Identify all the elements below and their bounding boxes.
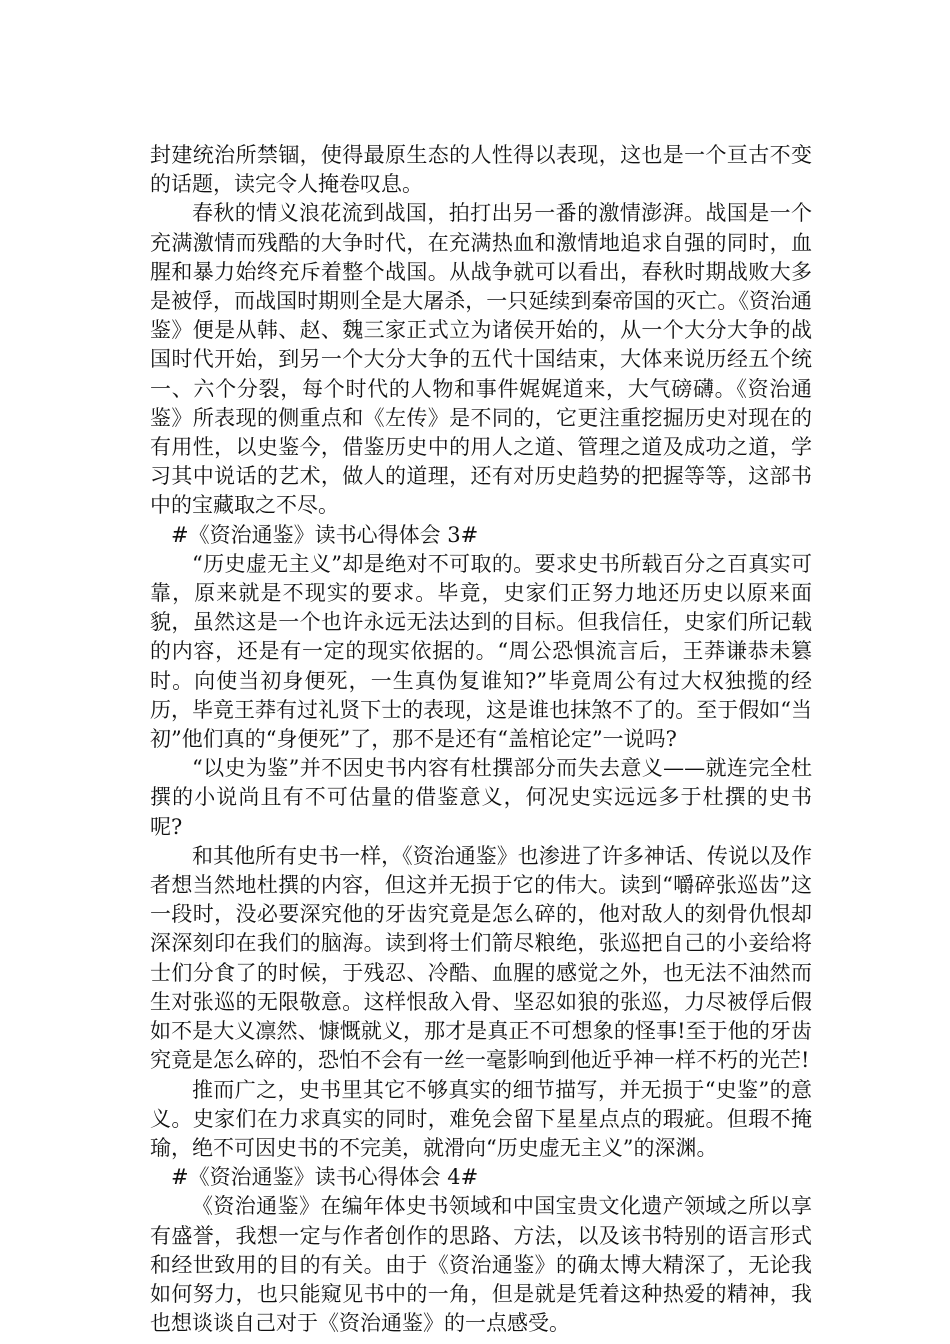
- document-page: [150, 141, 812, 1338]
- section-heading-3: #《资治通鉴》读书心得体会 3#: [171, 522, 479, 547]
- paragraph-warring-states: 春秋的情义浪花流到战国，拍打出另一番的激情澎湃。战国是一个充满激情而残酷的大争时代，在充满热血和激情地追求自强的同时，血腥和暴力始终充斥着整个战国。从战争就可以看出，春秋时期战败大多是被俘，而战国时期则全是大屠杀，一只延续到秦帝国的灭亡。《资治通鉴》便是从韩、赵、魏三家正式立为诸侯开始的，从一个大分大争的战国时代开始，到另一个大分大争的五代十国结束，大体来说历经五个统一、六个分裂，每个时代的人物和事件娓娓道来，大气磅礴。《资治通鉴》所表现的侧重点和《左传》是不同的，它更注重挖掘历史对现在的有用性，以史鉴今，借鉴历史中的用人之道、管理之道及成功之道，学习其中说话的艺术，做人的道理，还有对历史趋势的把握等等，这部书中的宝藏取之不尽。: [150, 201, 812, 518]
- paragraph-intro-4: 《资治通鉴》在编年体史书领域和中国宝贵文化遗产领域之所以享有盛誉，我想一定与作者创作的思路、方法，以及该书特别的语言形式和经世致用的目的有关。由于《资治通鉴》的确太博大精深了，无论我如何努力，也只能窥见书中的一角，但是就是凭着这种热爱的精神，我也想谈谈自己对于《资治通鉴》的一点感受。: [150, 1194, 812, 1336]
- paragraph-conclusion: 推而广之，史书里其它不够真实的细节描写，并无损于“史鉴”的意义。史家们在力求真实的同时，难免会留下星星点点的瑕疵。但瑕不掩瑜，绝不可因史书的不完美，就滑向“历史虚无主义”的深渊。: [150, 1077, 812, 1160]
- section-heading-4: #《资治通鉴》读书心得体会 4#: [171, 1165, 479, 1190]
- paragraph-historical-nihilism: “历史虚无主义”却是绝对不可取的。要求史书所载百分之百真实可靠，原来就是不现实的要求。毕竟，史家们正努力地还历史以原来面貌，虽然这是一个也许永远无法达到的目标。但我信任，史家们所记载的内容，还是有一定的现实依据的。“周公恐惧流言后，王莽谦恭未篡时。向使当初身便死，一生真伪复谁知?”毕竟周公有过大权独揽的经历，毕竟王莽有过礼贤下士的表现，这是谁也抹煞不了的。至于假如“当初”他们真的“身便死”了，那不是还有“盖棺论定”一说吗?: [150, 551, 812, 752]
- paragraph-history-as-mirror: “以史为鉴”并不因史书内容有杜撰部分而失去意义——就连完全杜撰的小说尚且有不可估量的借鉴意义，何况史实远远多于杜撰的史书呢?: [150, 756, 812, 839]
- paragraph-continuation: 封建统治所禁锢，使得最原生态的人性得以表现，这也是一个亘古不变的话题，读完令人掩卷叹息。: [150, 143, 812, 197]
- paragraph-zhang-xun: 和其他所有史书一样，《资治通鉴》也渗进了许多神话、传说以及作者想当然地杜撰的内容，但这并无损于它的伟大。读到“嚼碎张巡齿”这一段时，没必要深究他的牙齿究竟是怎么碎的，他对敌人的刻骨仇恨却深深刻印在我们的脑海。读到将士们箭尽粮绝，张巡把自己的小妾给将士们分食了的时候，于残忍、冷酷、血腥的感觉之外，也无法不油然而生对张巡的无限敬意。这样恨敌入骨、坚忍如狼的张巡，力尽被俘后假如不是大义凛然、慷慨就义，那才是真正不可想象的怪事!至于他的牙齿究竟是怎么碎的，恐怕不会有一丝一毫影响到他近乎神一样不朽的光芒!: [150, 843, 812, 1073]
